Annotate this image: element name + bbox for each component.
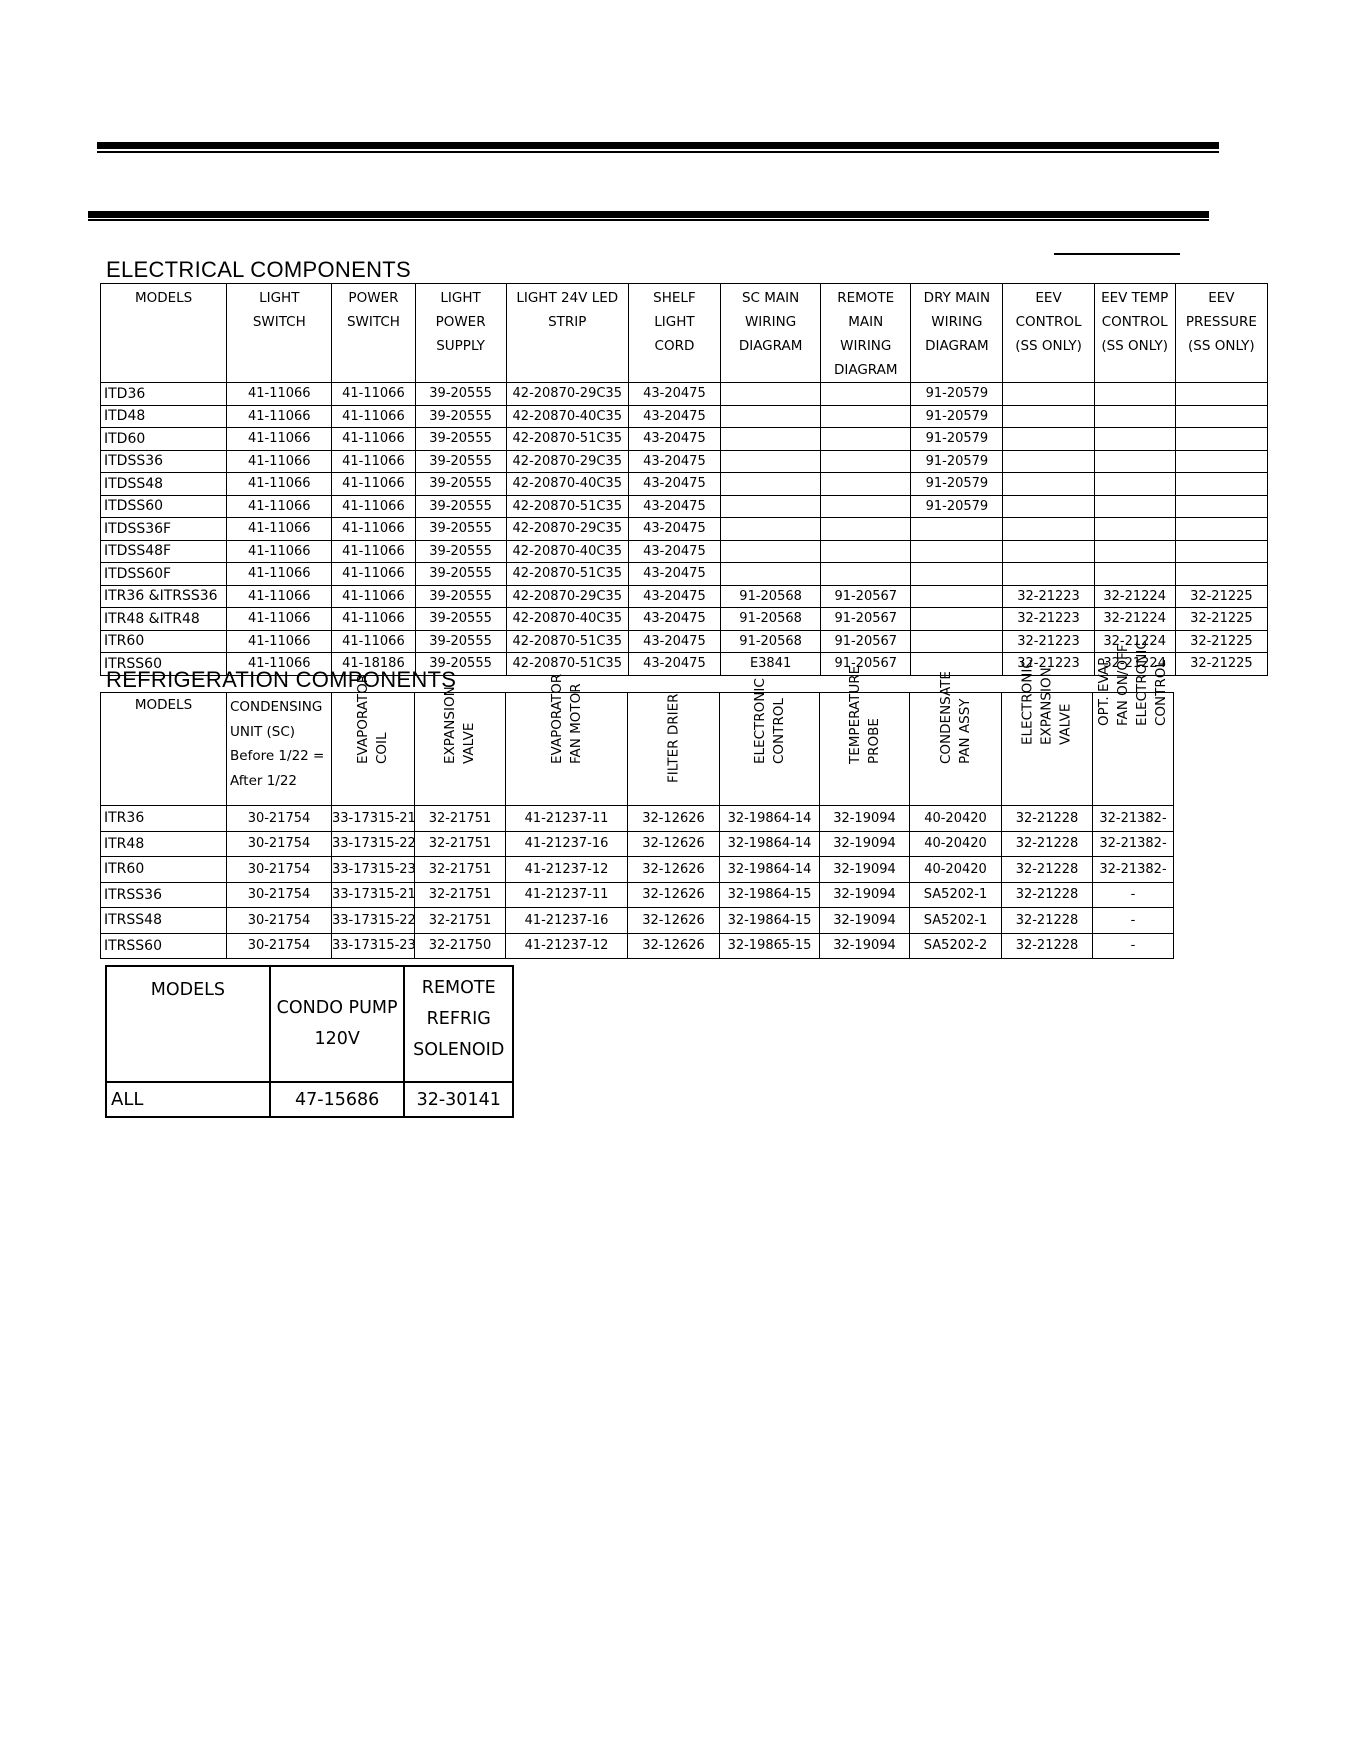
model-cell: ITR60	[101, 630, 227, 653]
part-number-cell: 91-20579	[911, 473, 1003, 496]
part-number-cell	[721, 383, 821, 406]
part-number-cell: 32-19094	[820, 908, 910, 934]
part-number-cell	[1094, 473, 1175, 496]
part-number-cell	[1094, 450, 1175, 473]
part-number-cell: 43-20475	[628, 540, 720, 563]
model-cell: ITDSS36	[101, 450, 227, 473]
part-number-cell: 39-20555	[415, 653, 506, 676]
part-number-cell: 32-12626	[628, 806, 720, 832]
column-header-shelf-light-cord: SHELF LIGHT CORD	[628, 284, 720, 383]
part-number-cell: 41-21237-16	[506, 908, 628, 934]
part-number-cell: 32-19864-15	[720, 908, 820, 934]
part-number-cell: 32-21225	[1175, 585, 1267, 608]
part-number-cell: 41-11066	[227, 653, 332, 676]
refrigeration-row	[101, 882, 1174, 908]
part-number-cell	[1003, 428, 1094, 451]
part-number-cell: 32-21228	[1002, 857, 1093, 883]
part-number-cell: 30-21754	[227, 831, 332, 857]
column-header-eev-pressure-ss-only: EEV PRESSURE (SS ONLY)	[1175, 284, 1267, 383]
electrical-row	[101, 630, 1268, 653]
part-number-cell: SA5202-1	[910, 882, 1002, 908]
part-number-cell	[1175, 495, 1267, 518]
model-cell: ITR36 &ITRSS36	[101, 585, 227, 608]
part-number-cell: 91-20579	[911, 405, 1003, 428]
column-header-power-switch: POWER SWITCH	[332, 284, 415, 383]
part-number-cell: 41-11066	[227, 518, 332, 541]
column-header-condensate-pan-assy: CONDENSATE PAN ASSY	[910, 693, 1002, 806]
second-rule	[88, 211, 1209, 218]
electrical-section-title: ELECTRICAL COMPONENTS	[106, 257, 411, 282]
part-number-cell	[821, 473, 911, 496]
part-number-cell: 39-20555	[415, 383, 506, 406]
part-number-cell: 32-21223	[1003, 653, 1094, 676]
model-cell: ITD36	[101, 383, 227, 406]
part-number-cell: 32-21228	[1002, 908, 1093, 934]
refrigeration-row	[101, 908, 1174, 934]
part-number-cell: 91-20567	[821, 608, 911, 631]
part-number-cell: 32-19864-14	[720, 857, 820, 883]
electrical-row	[101, 518, 1268, 541]
part-number-cell: 33-17315-21	[332, 882, 415, 908]
column-header-evaporator-fan-motor: EVAPORATOR FAN MOTOR	[506, 693, 628, 806]
part-number-cell: 32-12626	[628, 933, 720, 959]
column-header-electronic-expansion-valve: ELECTRONIC EXPANSION VALVE	[1002, 693, 1093, 806]
part-number-cell: 91-20567	[821, 653, 911, 676]
part-number-cell: 41-11066	[227, 473, 332, 496]
part-number-cell: 30-21754	[227, 882, 332, 908]
part-number-cell: 91-20579	[911, 383, 1003, 406]
part-number-cell: 91-20579	[911, 428, 1003, 451]
column-header-eev-control-ss-only: EEV CONTROL (SS ONLY)	[1003, 284, 1094, 383]
model-cell: ITRSS48	[101, 908, 227, 934]
column-header-opt-evap-fan-on-off-electronic-control: OPT. EVAP FAN ON/OFF ELECTRONIC CONTROL	[1093, 693, 1174, 806]
part-number-cell	[1094, 383, 1175, 406]
model-cell: ITRSS60	[101, 653, 227, 676]
part-number-cell	[721, 540, 821, 563]
part-number-cell: 32-21224	[1094, 653, 1175, 676]
part-number-cell: 42-20870-40C35	[506, 608, 628, 631]
column-header-models: MODELS	[106, 966, 270, 1082]
electrical-row	[101, 473, 1268, 496]
part-number-cell: 41-11066	[227, 540, 332, 563]
part-number-cell: 39-20555	[415, 585, 506, 608]
part-number-cell: 41-11066	[227, 563, 332, 586]
part-number-cell: 41-11066	[332, 495, 415, 518]
part-number-cell	[1003, 405, 1094, 428]
part-number-cell: E3841	[721, 653, 821, 676]
part-number-cell: 30-21754	[227, 857, 332, 883]
model-cell: ALL	[106, 1082, 270, 1117]
part-number-cell: 39-20555	[415, 428, 506, 451]
part-number-cell	[911, 585, 1003, 608]
part-number-cell: 32-12626	[628, 831, 720, 857]
column-header-dry-main-wiring-diagram: DRY MAIN WIRING DIAGRAM	[911, 284, 1003, 383]
part-number-cell: 32-21225	[1175, 653, 1267, 676]
column-header-light-power-supply: LIGHT POWER SUPPLY	[415, 284, 506, 383]
part-number-cell: 39-20555	[415, 630, 506, 653]
model-cell: ITD60	[101, 428, 227, 451]
part-number-cell: 32-19094	[820, 857, 910, 883]
part-number-cell	[1094, 405, 1175, 428]
part-number-cell	[1003, 540, 1094, 563]
part-number-cell: 33-17315-23	[332, 933, 415, 959]
part-number-cell: 32-21382-	[1093, 806, 1174, 832]
part-number-cell: 41-11066	[227, 630, 332, 653]
model-cell: ITR60	[101, 857, 227, 883]
electrical-row	[101, 540, 1268, 563]
electrical-header-row	[101, 284, 1268, 383]
part-number-cell: 41-11066	[332, 450, 415, 473]
accessories-header-row	[106, 966, 513, 1082]
part-number-cell: 91-20579	[911, 450, 1003, 473]
part-number-cell	[821, 540, 911, 563]
part-number-cell: 32-12626	[628, 857, 720, 883]
part-number-cell	[1094, 428, 1175, 451]
part-number-cell: 41-21237-11	[506, 806, 628, 832]
part-number-cell: 43-20475	[628, 563, 720, 586]
part-number-cell: 32-19094	[820, 831, 910, 857]
electrical-row	[101, 585, 1268, 608]
part-number-cell: 32-21751	[415, 908, 506, 934]
part-number-cell: 43-20475	[628, 405, 720, 428]
electrical-row	[101, 495, 1268, 518]
model-cell: ITD48	[101, 405, 227, 428]
part-number-cell: 32-21751	[415, 882, 506, 908]
part-number-cell: 30-21754	[227, 806, 332, 832]
part-number-cell: 40-20420	[910, 857, 1002, 883]
part-number-cell: 32-21225	[1175, 608, 1267, 631]
part-number-cell	[721, 518, 821, 541]
part-number-cell	[821, 450, 911, 473]
electrical-row	[101, 383, 1268, 406]
part-number-cell: 32-19864-14	[720, 831, 820, 857]
part-number-cell: 43-20475	[628, 450, 720, 473]
part-number-cell: 41-11066	[227, 608, 332, 631]
column-header-models: MODELS	[101, 284, 227, 383]
part-number-cell: 41-11066	[227, 405, 332, 428]
part-number-cell	[911, 630, 1003, 653]
electrical-row	[101, 450, 1268, 473]
part-number-cell: 41-18186	[332, 653, 415, 676]
column-header-condo-pump-120v: CONDO PUMP 120V	[270, 966, 405, 1082]
part-number-cell: 33-17315-22	[332, 831, 415, 857]
part-number-cell: 32-21223	[1003, 630, 1094, 653]
part-number-cell: 32-21228	[1002, 882, 1093, 908]
refrigeration-row	[101, 933, 1174, 959]
part-number-cell: 30-21754	[227, 908, 332, 934]
part-number-cell: 32-21228	[1002, 806, 1093, 832]
part-number-cell: 32-30141	[404, 1082, 513, 1117]
part-number-cell: 91-20568	[721, 608, 821, 631]
part-number-cell: 39-20555	[415, 563, 506, 586]
column-header-remote-main-wiring-diagram: REMOTE MAIN WIRING DIAGRAM	[821, 284, 911, 383]
part-number-cell: 32-21224	[1094, 630, 1175, 653]
part-number-cell: 40-20420	[910, 831, 1002, 857]
part-number-cell: 30-21754	[227, 933, 332, 959]
part-number-cell: 41-11066	[227, 450, 332, 473]
part-number-cell: 32-21751	[415, 857, 506, 883]
part-number-cell	[721, 495, 821, 518]
part-number-cell: 43-20475	[628, 518, 720, 541]
column-header-sc-main-wiring-diagram: SC MAIN WIRING DIAGRAM	[721, 284, 821, 383]
part-number-cell	[911, 608, 1003, 631]
electrical-components-table	[100, 283, 1268, 676]
part-number-cell: 42-20870-29C35	[506, 450, 628, 473]
refrigeration-section-title: REFRIGERATION COMPONENTS	[106, 667, 457, 692]
model-cell: ITDSS48F	[101, 540, 227, 563]
top-rule	[97, 142, 1219, 149]
part-number-cell: 91-20568	[721, 585, 821, 608]
part-number-cell: 42-20870-29C35	[506, 383, 628, 406]
part-number-cell: 43-20475	[628, 495, 720, 518]
part-number-cell: 41-11066	[332, 630, 415, 653]
part-number-cell: 47-15686	[270, 1082, 405, 1117]
column-header-light-24v-led-strip: LIGHT 24V LED STRIP	[506, 284, 628, 383]
part-number-cell: 32-19864-15	[720, 882, 820, 908]
model-cell: ITDSS60F	[101, 563, 227, 586]
part-number-cell: 41-11066	[227, 585, 332, 608]
part-number-cell	[1094, 563, 1175, 586]
part-number-cell: 32-21224	[1094, 585, 1175, 608]
part-number-cell	[1175, 540, 1267, 563]
part-number-cell: 41-11066	[332, 540, 415, 563]
part-number-cell: 41-11066	[332, 383, 415, 406]
part-number-cell	[911, 518, 1003, 541]
part-number-cell: 32-21751	[415, 806, 506, 832]
part-number-cell	[1094, 540, 1175, 563]
part-number-cell: 33-17315-22	[332, 908, 415, 934]
part-number-cell: 33-17315-23	[332, 857, 415, 883]
part-number-cell: 32-19865-15	[720, 933, 820, 959]
column-header-electronic-control: ELECTRONIC CONTROL	[720, 693, 820, 806]
second-rule-thin	[88, 219, 1209, 221]
column-header-condensing-unit-sc-before-1-22-after-1-22: CONDENSING UNIT (SC) Before 1/22 = After 1/22	[227, 693, 332, 806]
part-number-cell	[911, 563, 1003, 586]
part-number-cell: 39-20555	[415, 495, 506, 518]
part-number-cell	[821, 518, 911, 541]
column-header-remote-refrig-solenoid: REMOTE REFRIG SOLENOID	[404, 966, 513, 1082]
part-number-cell: 32-21223	[1003, 585, 1094, 608]
part-number-cell: 41-11066	[332, 473, 415, 496]
accessories-table	[105, 965, 514, 1118]
part-number-cell: 40-20420	[910, 806, 1002, 832]
column-header-eev-temp-control-ss-only: EEV TEMP CONTROL (SS ONLY)	[1094, 284, 1175, 383]
part-number-cell	[1175, 518, 1267, 541]
part-number-cell: SA5202-2	[910, 933, 1002, 959]
short-rule	[1054, 253, 1180, 255]
part-number-cell: 91-20567	[821, 630, 911, 653]
part-number-cell: 91-20567	[821, 585, 911, 608]
part-number-cell: 41-11066	[227, 383, 332, 406]
part-number-cell: -	[1093, 908, 1174, 934]
electrical-row	[101, 428, 1268, 451]
part-number-cell: 41-11066	[332, 585, 415, 608]
part-number-cell: 39-20555	[415, 473, 506, 496]
model-cell: ITR48 &ITR48	[101, 608, 227, 631]
model-cell: ITDSS48	[101, 473, 227, 496]
model-cell: ITRSS60	[101, 933, 227, 959]
part-number-cell	[821, 495, 911, 518]
part-number-cell: 32-19094	[820, 806, 910, 832]
top-rule-thin	[97, 151, 1219, 153]
part-number-cell: 41-11066	[227, 428, 332, 451]
part-number-cell: SA5202-1	[910, 908, 1002, 934]
part-number-cell	[1175, 405, 1267, 428]
part-number-cell: 32-21228	[1002, 933, 1093, 959]
accessories-row	[106, 1082, 513, 1117]
column-header-evaporator-coil: EVAPORATOR COIL	[332, 693, 415, 806]
part-number-cell: 32-12626	[628, 908, 720, 934]
part-number-cell	[1175, 563, 1267, 586]
part-number-cell: 39-20555	[415, 518, 506, 541]
part-number-cell	[721, 405, 821, 428]
model-cell: ITR36	[101, 806, 227, 832]
part-number-cell: 32-21751	[415, 831, 506, 857]
part-number-cell: 43-20475	[628, 585, 720, 608]
column-header-temperature-probe: TEMPERATURE PROBE	[820, 693, 910, 806]
part-number-cell	[721, 450, 821, 473]
electrical-row	[101, 405, 1268, 428]
part-number-cell: 32-21382-	[1093, 857, 1174, 883]
part-number-cell	[1003, 518, 1094, 541]
part-number-cell: 43-20475	[628, 473, 720, 496]
part-number-cell: 33-17315-21	[332, 806, 415, 832]
part-number-cell	[721, 428, 821, 451]
part-number-cell: 32-19094	[820, 933, 910, 959]
part-number-cell: 43-20475	[628, 608, 720, 631]
part-number-cell: 42-20870-51C35	[506, 653, 628, 676]
part-number-cell: 42-20870-29C35	[506, 518, 628, 541]
part-number-cell: 32-21750	[415, 933, 506, 959]
part-number-cell: 32-12626	[628, 882, 720, 908]
part-number-cell: 43-20475	[628, 428, 720, 451]
part-number-cell: 42-20870-51C35	[506, 630, 628, 653]
part-number-cell	[1175, 473, 1267, 496]
part-number-cell: 43-20475	[628, 653, 720, 676]
part-number-cell	[1003, 473, 1094, 496]
part-number-cell: 32-19864-14	[720, 806, 820, 832]
part-number-cell	[721, 473, 821, 496]
part-number-cell: 42-20870-51C35	[506, 563, 628, 586]
part-number-cell: 42-20870-40C35	[506, 473, 628, 496]
part-number-cell: 43-20475	[628, 630, 720, 653]
part-number-cell: 42-20870-29C35	[506, 585, 628, 608]
model-cell: ITDSS36F	[101, 518, 227, 541]
part-number-cell	[821, 428, 911, 451]
electrical-row	[101, 563, 1268, 586]
refrigeration-row	[101, 857, 1174, 883]
part-number-cell: 42-20870-40C35	[506, 405, 628, 428]
part-number-cell: 42-20870-51C35	[506, 495, 628, 518]
model-cell: ITRSS36	[101, 882, 227, 908]
refrigeration-row	[101, 831, 1174, 857]
part-number-cell: 41-21237-11	[506, 882, 628, 908]
part-number-cell: 39-20555	[415, 405, 506, 428]
part-number-cell: 91-20579	[911, 495, 1003, 518]
part-number-cell	[1175, 383, 1267, 406]
part-number-cell: 41-11066	[332, 563, 415, 586]
part-number-cell	[1175, 450, 1267, 473]
part-number-cell: 41-21237-12	[506, 857, 628, 883]
part-number-cell: 42-20870-51C35	[506, 428, 628, 451]
part-number-cell	[911, 540, 1003, 563]
part-number-cell: 41-11066	[332, 405, 415, 428]
model-cell: ITDSS60	[101, 495, 227, 518]
part-number-cell: -	[1093, 882, 1174, 908]
part-number-cell: 32-21382-	[1093, 831, 1174, 857]
part-number-cell: 41-11066	[332, 428, 415, 451]
part-number-cell	[821, 383, 911, 406]
part-number-cell: 39-20555	[415, 450, 506, 473]
column-header-light-switch: LIGHT SWITCH	[227, 284, 332, 383]
refrigeration-row	[101, 806, 1174, 832]
part-number-cell: 32-19094	[820, 882, 910, 908]
part-number-cell: 39-20555	[415, 608, 506, 631]
electrical-row	[101, 608, 1268, 631]
column-header-models: MODELS	[101, 693, 227, 806]
part-number-cell: 41-21237-16	[506, 831, 628, 857]
part-number-cell: 41-11066	[332, 518, 415, 541]
refrigeration-header-row	[101, 693, 1174, 806]
part-number-cell: 39-20555	[415, 540, 506, 563]
part-number-cell: 41-11066	[227, 495, 332, 518]
part-number-cell	[1094, 518, 1175, 541]
part-number-cell	[1003, 450, 1094, 473]
part-number-cell	[1003, 383, 1094, 406]
part-number-cell: 32-21225	[1175, 630, 1267, 653]
part-number-cell: 32-21224	[1094, 608, 1175, 631]
part-number-cell: 32-21223	[1003, 608, 1094, 631]
part-number-cell: -	[1093, 933, 1174, 959]
part-number-cell	[821, 405, 911, 428]
column-header-filter-drier: FILTER DRIER	[628, 693, 720, 806]
part-number-cell	[1003, 495, 1094, 518]
part-number-cell: 32-21228	[1002, 831, 1093, 857]
part-number-cell: 41-11066	[332, 608, 415, 631]
part-number-cell	[1175, 428, 1267, 451]
part-number-cell	[721, 563, 821, 586]
part-number-cell: 41-21237-12	[506, 933, 628, 959]
part-number-cell: 43-20475	[628, 383, 720, 406]
part-number-cell	[1094, 495, 1175, 518]
part-number-cell	[1003, 563, 1094, 586]
part-number-cell	[821, 563, 911, 586]
model-cell: ITR48	[101, 831, 227, 857]
column-header-expansion-valve: EXPANSION VALVE	[415, 693, 506, 806]
part-number-cell: 91-20568	[721, 630, 821, 653]
part-number-cell: 42-20870-40C35	[506, 540, 628, 563]
